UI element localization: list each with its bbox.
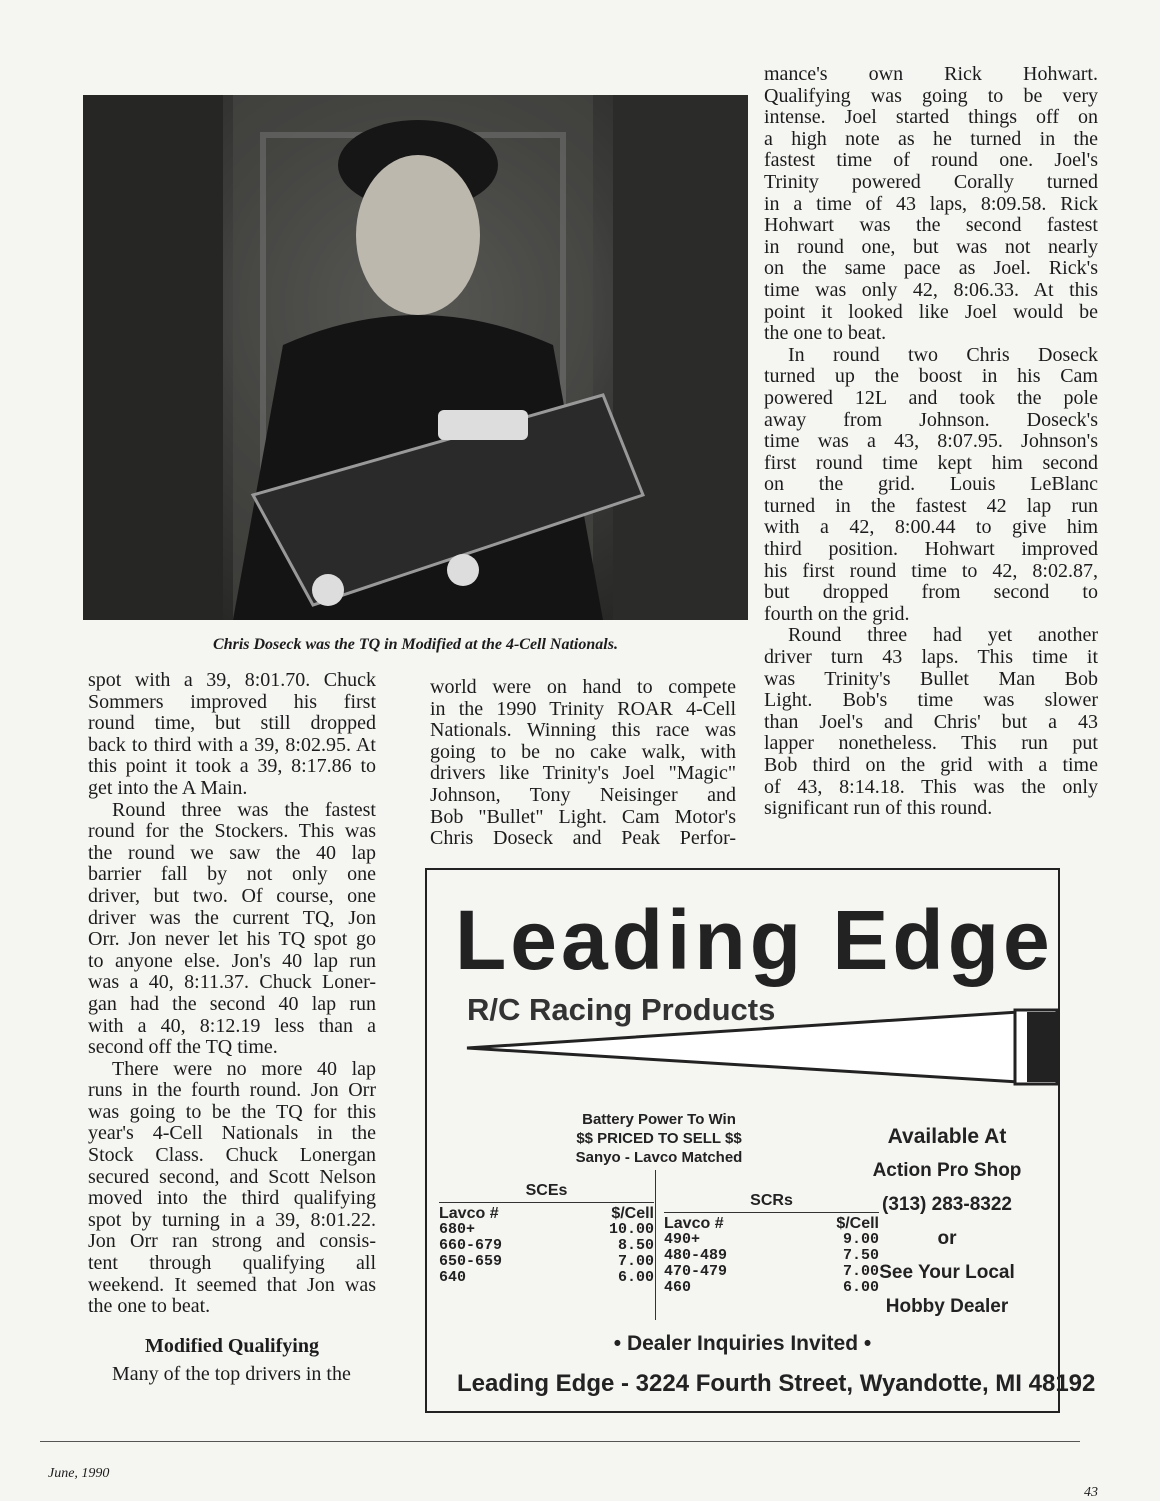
text-line: away from Johnson. Doseck's	[764, 408, 1098, 431]
text-line: on the same pace as Joel. Rick's	[764, 257, 1098, 280]
text-line: gan had the second 40 lap run	[88, 992, 376, 1015]
text-line: with a 40, 8:12.19 less than a	[88, 1014, 376, 1037]
table-row	[664, 1264, 879, 1280]
text-line: time was a 43, 8:07.95. Johnson's	[764, 430, 1098, 453]
ad-address: Leading Edge - 3224 Fourth Street, Wyandotte, MI 48192	[457, 1370, 1096, 1397]
scrs-table	[664, 1192, 879, 1296]
section-heading: Modified Qualifying	[145, 1334, 319, 1357]
text-line: Qualifying was going to be very	[764, 84, 1098, 107]
photo-caption: Chris Doseck was the TQ in Modified at the 4-Cell Nationals.	[213, 636, 618, 653]
price-per-cell: 9.00	[842, 1231, 879, 1248]
price-per-cell: 6.00	[617, 1269, 654, 1286]
price-per-cell: 6.00	[842, 1279, 879, 1296]
dealer-inquiries: • Dealer Inquiries Invited •	[613, 1332, 872, 1355]
page-number: 43	[1084, 1485, 1098, 1500]
table-title: SCRs	[664, 1192, 879, 1213]
text-line: year's 4-Cell Nationals in the	[88, 1122, 376, 1145]
text-line: Many of the top drivers in the	[112, 1362, 351, 1385]
text-line: going to be no cake walk, with	[430, 740, 736, 763]
text-line: back to third with a 39, 8:02.95. At	[88, 733, 376, 756]
text-line: a high note as he turned in the	[764, 127, 1098, 150]
photo-image	[83, 95, 748, 620]
text-line: Bob "Bullet" Light. Cam Motor's	[430, 805, 736, 828]
article-column-2	[430, 677, 736, 850]
text-line: spot by turning in a 39, 8:01.22.	[88, 1208, 376, 1231]
text-line: intense. Joel started things off on	[764, 106, 1098, 129]
text-line: barrier fall by not only one	[88, 863, 376, 886]
availability-info	[857, 1120, 1037, 1324]
table-row	[664, 1280, 879, 1296]
article-column-3	[764, 64, 1098, 820]
table-title: SCEs	[439, 1182, 654, 1203]
text-line: Round three had yet another	[788, 624, 1098, 647]
table-row	[439, 1222, 654, 1238]
text-line: to anyone else. Jon's 40 lap run	[88, 949, 376, 972]
lavco-range: 490+	[664, 1231, 701, 1248]
text-line: round time, but still dropped	[88, 712, 376, 735]
text-line: his first round time to 42, 8:02.87,	[764, 559, 1098, 582]
price-per-cell: 7.00	[842, 1263, 879, 1280]
text-line: moved into the third qualifying	[88, 1187, 376, 1210]
text-line: in a time of 43 laps, 8:09.58. Rick	[764, 192, 1098, 215]
battery-headline: Battery Power To Win	[582, 1111, 736, 1128]
article-column-1	[88, 670, 376, 1385]
text-line: Stock Class. Chuck Lonergan	[88, 1144, 376, 1167]
table-row	[439, 1254, 654, 1270]
text-line: Round three was the fastest	[112, 798, 376, 821]
text-line: Jon Orr ran strong and consis-	[88, 1230, 376, 1253]
text-line: on the grid. Louis LeBlanc	[764, 473, 1098, 496]
text-line: in the 1990 Trinity ROAR 4-Cell	[430, 697, 736, 720]
ad-brand-logo: Leading Edge	[455, 893, 1054, 987]
text-line: Sommers improved his first	[88, 690, 376, 713]
text-line: third position. Hohwart improved	[764, 538, 1098, 561]
text-line: Orr. Jon never let his TQ spot go	[88, 928, 376, 951]
table-row	[439, 1238, 654, 1254]
text-line: first round time kept him second	[764, 451, 1098, 474]
text-line: Trinity powered Corally turned	[764, 170, 1098, 193]
text-line: mance's own Rick Hohwart.	[764, 63, 1098, 85]
lavco-range: 640	[439, 1269, 467, 1286]
table-divider	[655, 1170, 656, 1320]
text-line: Chris Doseck and Peak Perfor-	[430, 827, 736, 850]
text-line: weekend. It seemed that Jon was	[88, 1273, 376, 1296]
text-line: There were no more 40 lap	[112, 1057, 376, 1080]
text-line: secured second, and Scott Nelson	[88, 1165, 376, 1188]
column-header: $/Cell	[611, 1205, 654, 1222]
text-line: but dropped from second to	[764, 581, 1098, 604]
local-dealer-text: See Your Local	[879, 1262, 1015, 1283]
table-row	[664, 1232, 879, 1248]
text-line: with a 42, 8:00.44 to give him	[764, 516, 1098, 539]
text-line: spot with a 39, 8:01.70. Chuck	[88, 669, 376, 691]
shop-phone: (313) 283-8322	[882, 1194, 1012, 1215]
text-line: time was only 42, 8:06.33. At this	[764, 278, 1098, 301]
text-line: fastest time of round one. Joel's	[764, 149, 1098, 172]
available-heading: Available At	[887, 1125, 1007, 1148]
text-line: round for the Stockers. This was	[88, 820, 376, 843]
local-dealer-text: Hobby Dealer	[885, 1296, 1009, 1317]
text-line: driver turn 43 laps. This time it	[764, 646, 1098, 669]
lavco-range: 660-679	[439, 1237, 503, 1254]
column-header: $/Cell	[836, 1215, 879, 1232]
table-row	[439, 1270, 654, 1286]
table-header	[664, 1216, 879, 1232]
shop-name: Action Pro Shop	[872, 1160, 1022, 1181]
price-per-cell: 7.00	[617, 1253, 654, 1270]
sces-table	[439, 1182, 654, 1286]
text-line: the one to beat.	[764, 322, 887, 345]
lavco-range: 650-659	[439, 1253, 503, 1270]
column-header: Lavco #	[664, 1215, 724, 1232]
text-line: was Trinity's Bullet Man Bob	[764, 667, 1098, 690]
text-line: point it looked like Joel would be	[764, 300, 1098, 323]
text-line: this point it took a 39, 8:17.86 to	[88, 755, 376, 778]
footer-rule	[40, 1441, 1080, 1442]
text-line: than Joel's and Chris' but a 43	[764, 710, 1098, 733]
text-line: world were on hand to compete	[430, 676, 736, 698]
text-line: lapper nonetheless. This run put	[764, 732, 1098, 755]
text-line: in round one, but was not nearly	[764, 235, 1098, 258]
battery-headline: Sanyo - Lavco Matched	[575, 1149, 743, 1166]
text-line: Bob third on the grid with a time	[764, 754, 1098, 776]
text-line: the round we saw the 40 lap	[88, 841, 376, 864]
lavco-range: 480-489	[664, 1247, 728, 1264]
table-row	[664, 1248, 879, 1264]
text-line: was a 40, 8:11.37. Chuck Loner-	[88, 971, 376, 994]
ad-subtitle: R/C Racing Products	[467, 992, 776, 1027]
text-line: turned in the fastest 42 lap run	[764, 494, 1098, 517]
text-line: get into the A Main.	[88, 776, 248, 799]
table-header	[439, 1206, 654, 1222]
text-line: Light. Bob's time was slower	[764, 689, 1098, 712]
column-header: Lavco #	[439, 1205, 499, 1222]
price-per-cell: 7.50	[842, 1247, 879, 1264]
battery-headline: $$ PRICED TO SELL $$	[576, 1130, 742, 1147]
text-line: significant run of this round.	[764, 797, 993, 820]
text-line: runs in the fourth round. Jon Orr	[88, 1079, 376, 1102]
text-line: Johnson, Tony Neisinger and	[430, 783, 736, 806]
price-per-cell: 8.50	[617, 1237, 654, 1254]
text-line: fourth on the grid.	[764, 602, 910, 625]
or-text: or	[937, 1228, 957, 1249]
battery-pricing	[439, 1110, 879, 1296]
text-line: Hohwart was the second fastest	[764, 214, 1098, 237]
lavco-range: 680+	[439, 1221, 476, 1238]
text-line: the one to beat.	[88, 1295, 211, 1318]
lavco-range: 470-479	[664, 1263, 728, 1280]
price-per-cell: 10.00	[608, 1221, 654, 1238]
issue-date: June, 1990	[48, 1466, 110, 1481]
leading-edge-advertisement	[425, 868, 1096, 1413]
text-line: driver, but two. Of course, one	[88, 884, 376, 907]
text-line: driver was the current TQ, Jon	[88, 906, 376, 929]
lavco-range: 460	[664, 1279, 692, 1296]
text-line: was going to be the TQ for this	[88, 1100, 376, 1123]
text-line: powered 12L and took the pole	[764, 386, 1098, 409]
photo-chris-doseck	[83, 95, 748, 620]
text-line: of 43, 8:14.18. This was the only	[764, 775, 1098, 798]
text-line: In round two Chris Doseck	[788, 343, 1098, 366]
text-line: drivers like Trinity's Joel "Magic"	[430, 762, 736, 785]
text-line: turned up the boost in his Cam	[764, 365, 1098, 388]
text-line: Nationals. Winning this race was	[430, 719, 736, 742]
text-line: second off the TQ time.	[88, 1036, 278, 1059]
text-line: tent through qualifying all	[88, 1252, 376, 1275]
